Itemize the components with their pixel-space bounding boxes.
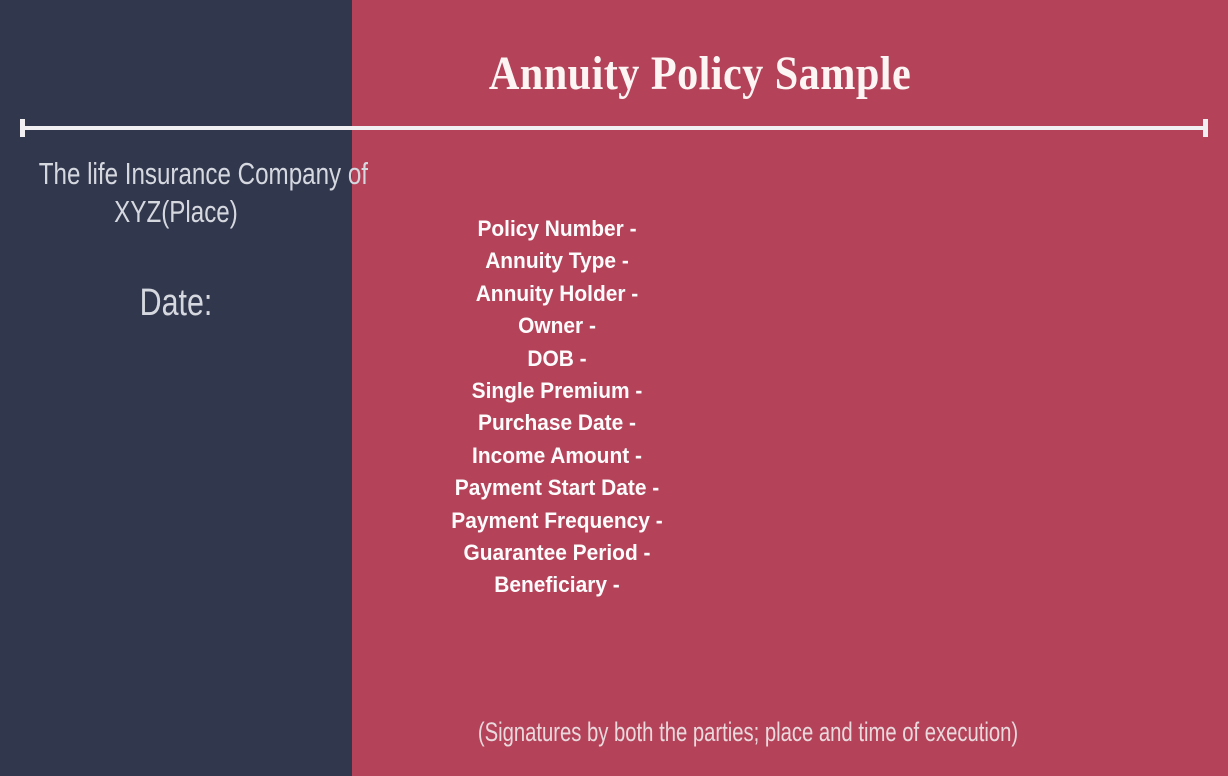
policy-field-label: Policy Number - [477, 216, 637, 241]
date-label: Date: [139, 282, 213, 324]
policy-field-label: Owner - [518, 313, 596, 339]
policy-field-label: DOB - [527, 345, 587, 371]
company-name-line1: The life Insurance Company of [38, 156, 369, 191]
policy-field-label: Annuity Type - [485, 248, 629, 274]
horizontal-divider [20, 126, 1208, 130]
policy-field-label: Annuity Holder - [475, 280, 639, 306]
policy-field-label: Payment Frequency - [451, 507, 663, 533]
company-name-line2: XYZ(Place) [114, 194, 238, 229]
policy-field-label: Payment Start Date - [454, 475, 660, 501]
policy-field-label: Purchase Date - [478, 410, 636, 436]
sidebar-panel [0, 0, 369, 776]
policy-field-label: Single Premium - [471, 378, 643, 404]
policy-field-label: Income Amount - [472, 442, 642, 468]
policy-fields-list [352, 213, 762, 602]
policy-field-label: Beneficiary - [494, 572, 620, 598]
signature-note: (Signatures by both the parties; place and time of execution) [477, 717, 1019, 747]
page-title: Annuity Policy Sample [488, 47, 912, 100]
company-name [38, 155, 369, 231]
policy-field-label: Guarantee Period - [463, 540, 651, 566]
